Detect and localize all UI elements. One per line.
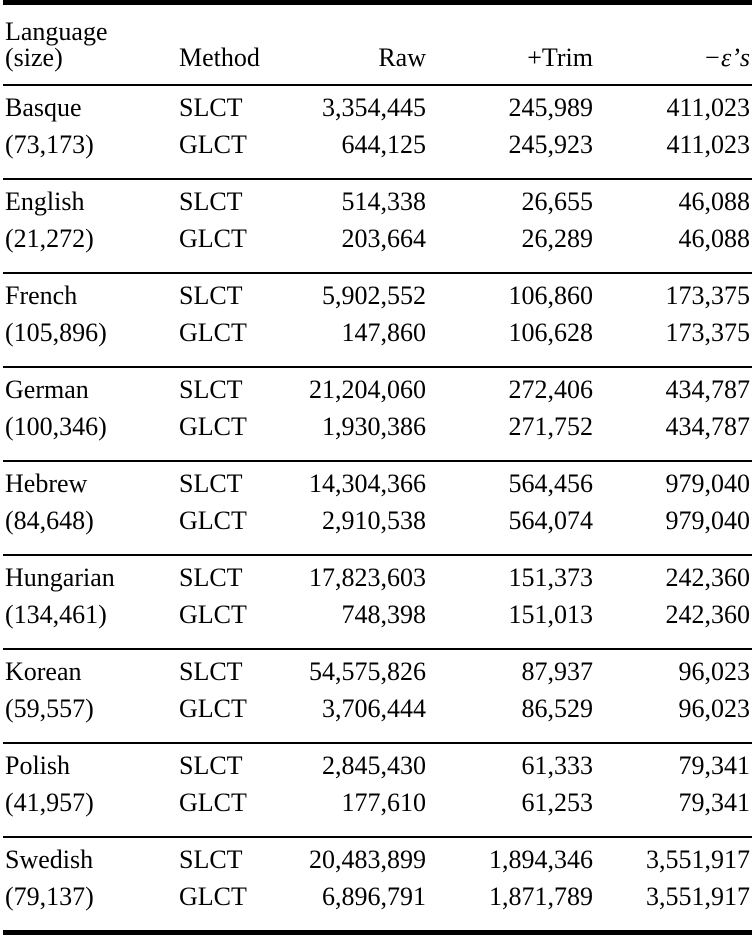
cell-method: GLCT <box>179 412 247 441</box>
cell-method: SLCT <box>179 751 243 780</box>
cell-raw: 147,860 <box>341 318 426 347</box>
cell-method: GLCT <box>179 788 247 817</box>
cell-trim: 272,406 <box>508 375 593 404</box>
cell-trim: 564,074 <box>508 506 593 535</box>
cell-raw: 644,125 <box>341 130 426 159</box>
cell-trim: 151,373 <box>508 563 593 592</box>
cell-raw: 54,575,826 <box>309 657 426 686</box>
cell-method: GLCT <box>179 600 247 629</box>
cell-language-name: Hebrew <box>5 469 88 498</box>
cell-raw: 203,664 <box>341 224 426 253</box>
bottom-rule <box>3 930 752 935</box>
cell-method: GLCT <box>179 130 247 159</box>
cell-trim: 61,333 <box>521 751 593 780</box>
table-header <box>3 0 752 86</box>
cell-epsilons: 96,023 <box>678 657 750 686</box>
cell-language-size: (21,272) <box>5 224 94 253</box>
cell-raw: 5,902,552 <box>322 281 426 310</box>
table-row <box>3 744 752 790</box>
cell-trim: 245,989 <box>508 93 593 122</box>
cell-language-size: (41,957) <box>5 788 94 817</box>
table-row <box>3 650 752 696</box>
cell-epsilons: 979,040 <box>665 506 750 535</box>
cell-raw: 177,610 <box>341 788 426 817</box>
cell-epsilons: 79,341 <box>678 751 750 780</box>
cell-raw: 21,204,060 <box>309 375 426 404</box>
cell-epsilons: 3,551,917 <box>646 845 750 874</box>
table-row <box>3 132 752 178</box>
cell-epsilons: 46,088 <box>678 187 750 216</box>
table-row <box>3 462 752 508</box>
cell-raw: 6,896,791 <box>322 882 426 911</box>
cell-method: GLCT <box>179 506 247 535</box>
cell-language-size: (73,173) <box>5 130 94 159</box>
table-row <box>3 180 752 226</box>
cell-method: SLCT <box>179 845 243 874</box>
cell-method: GLCT <box>179 694 247 723</box>
cell-epsilons: 173,375 <box>665 281 750 310</box>
cell-trim: 86,529 <box>521 694 593 723</box>
cell-raw: 2,910,538 <box>322 506 426 535</box>
cell-method: SLCT <box>179 93 243 122</box>
cell-language-name: Korean <box>5 657 82 686</box>
cell-trim: 26,655 <box>521 187 593 216</box>
cell-raw: 14,304,366 <box>309 469 426 498</box>
cell-epsilons: 96,023 <box>678 694 750 723</box>
header-spacer-top <box>3 5 752 19</box>
cell-language-name: Basque <box>5 93 82 122</box>
cell-trim: 1,894,346 <box>489 845 593 874</box>
cell-method: SLCT <box>179 563 243 592</box>
cell-method: SLCT <box>179 469 243 498</box>
table-row <box>3 274 752 320</box>
cell-epsilons: 3,551,917 <box>646 882 750 911</box>
column-header-epsilons <box>595 19 752 71</box>
cell-raw: 20,483,899 <box>309 845 426 874</box>
table-row <box>3 508 752 554</box>
cell-raw: 514,338 <box>341 187 426 216</box>
table-row <box>3 602 752 648</box>
cell-trim: 271,752 <box>508 412 593 441</box>
column-header-raw <box>293 19 428 71</box>
table-row <box>3 838 752 884</box>
cell-raw: 3,354,445 <box>322 93 426 122</box>
cell-epsilons: 79,341 <box>678 788 750 817</box>
cell-language-size: (79,137) <box>5 882 94 911</box>
cell-trim: 106,860 <box>508 281 593 310</box>
cell-language-name: Swedish <box>5 845 94 874</box>
cell-language-size: (105,896) <box>5 318 107 347</box>
cell-method: SLCT <box>179 657 243 686</box>
cell-language-name: German <box>5 375 89 404</box>
column-header-raw-label: Raw <box>378 43 426 72</box>
cell-epsilons: 242,360 <box>665 563 750 592</box>
cell-method: SLCT <box>179 187 243 216</box>
cell-epsilons: 46,088 <box>678 224 750 253</box>
cell-trim: 1,871,789 <box>489 882 593 911</box>
cell-language-name: French <box>5 281 78 310</box>
table-row <box>3 368 752 414</box>
cell-epsilons: 979,040 <box>665 469 750 498</box>
table-row <box>3 696 752 742</box>
cell-epsilons: 434,787 <box>665 412 750 441</box>
cell-language-size: (134,461) <box>5 600 107 629</box>
cell-method: SLCT <box>179 281 243 310</box>
cell-trim: 26,289 <box>521 224 593 253</box>
results-table <box>3 0 752 935</box>
cell-method: SLCT <box>179 375 243 404</box>
table-row <box>3 226 752 272</box>
column-header-method-label: Method <box>179 43 260 72</box>
cell-trim: 151,013 <box>508 600 593 629</box>
cell-method: GLCT <box>179 882 247 911</box>
cell-raw: 17,823,603 <box>309 563 426 592</box>
cell-method: GLCT <box>179 318 247 347</box>
cell-raw: 2,845,430 <box>322 751 426 780</box>
table-body <box>3 86 752 935</box>
cell-epsilons: 434,787 <box>665 375 750 404</box>
table-row <box>3 86 752 132</box>
column-header-language-line1: Language <box>5 17 108 46</box>
cell-epsilons: 242,360 <box>665 600 750 629</box>
cell-epsilons: 411,023 <box>666 93 750 122</box>
cell-epsilons: 411,023 <box>666 130 750 159</box>
column-header-language <box>3 19 173 71</box>
cell-raw: 1,930,386 <box>322 412 426 441</box>
table-row <box>3 414 752 460</box>
table-row <box>3 556 752 602</box>
cell-language-name: Polish <box>5 751 71 780</box>
header-row <box>3 19 752 71</box>
cell-trim: 87,937 <box>521 657 593 686</box>
table-row <box>3 884 752 930</box>
cell-method: GLCT <box>179 224 247 253</box>
cell-language-size: (84,648) <box>5 506 94 535</box>
column-header-trim-label: +Trim <box>527 43 593 72</box>
column-header-language-line2: (size) <box>5 43 63 72</box>
cell-language-name: Hungarian <box>5 563 115 592</box>
cell-raw: 748,398 <box>341 600 426 629</box>
cell-trim: 245,923 <box>508 130 593 159</box>
cell-epsilons: 173,375 <box>665 318 750 347</box>
cell-trim: 106,628 <box>508 318 593 347</box>
cell-language-size: (100,346) <box>5 412 107 441</box>
cell-language-size: (59,557) <box>5 694 94 723</box>
cell-language-name: English <box>5 187 85 216</box>
column-header-trim <box>428 19 595 71</box>
cell-raw: 3,706,444 <box>322 694 426 723</box>
header-spacer-bottom <box>3 71 752 84</box>
table-row <box>3 790 752 836</box>
column-header-epsilons-label: −ε’s <box>703 43 750 72</box>
table-row <box>3 320 752 366</box>
column-header-method <box>173 19 293 71</box>
cell-trim: 564,456 <box>508 469 593 498</box>
cell-trim: 61,253 <box>521 788 593 817</box>
